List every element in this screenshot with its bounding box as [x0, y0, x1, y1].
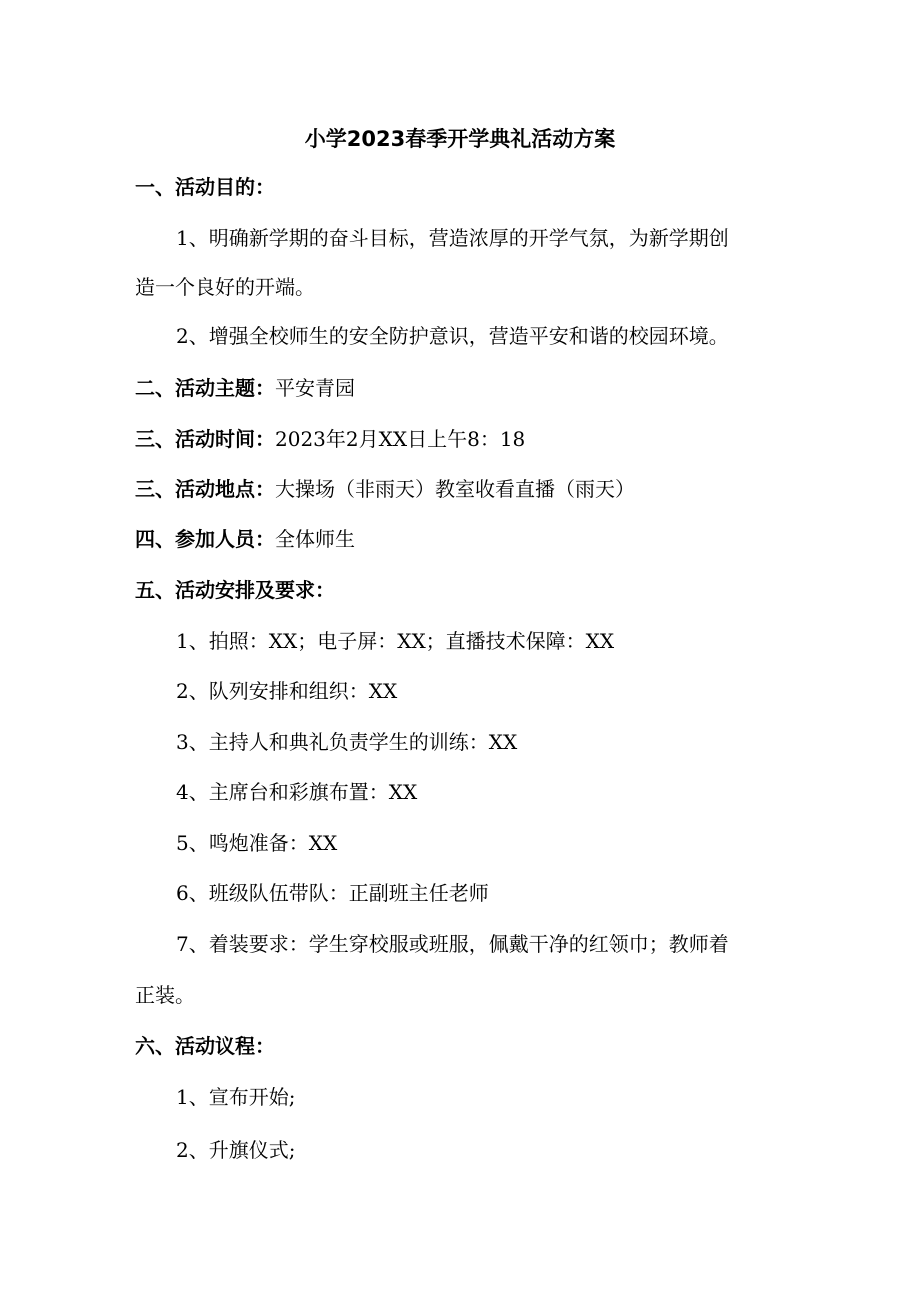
- purpose-item-2: 2、增强全校师生的安全防护意识，营造平安和谐的校园环境。: [176, 324, 729, 348]
- section-theme: [135, 373, 355, 403]
- agenda-item-2: 2、升旗仪式;: [176, 1138, 296, 1162]
- agenda-item-1: 1、宣布开始;: [176, 1085, 296, 1109]
- section-theme-value: 平安青园: [275, 376, 355, 400]
- section-participants-label: 四、参加人员：: [135, 527, 275, 551]
- section-participants-value: 全体师生: [275, 527, 355, 551]
- purpose-item-1-line-1: 1、明确新学期的奋斗目标，营造浓厚的开学气氛，为新学期创: [176, 226, 729, 250]
- arrangement-item-3: 3、主持人和典礼负责学生的训练：XX: [176, 730, 518, 754]
- section-theme-label: 二、活动主题：: [135, 376, 275, 400]
- purpose-item-1-line-2: 造一个良好的开端。: [135, 275, 315, 299]
- arrangement-item-1: 1、拍照：XX；电子屏：XX；直播技术保障：XX: [176, 629, 615, 653]
- arrangement-item-4: 4、主席台和彩旗布置：XX: [176, 780, 418, 804]
- section-heading-purpose: [135, 172, 275, 202]
- section-time: [135, 424, 525, 454]
- section-time-label: 三、活动时间：: [135, 427, 275, 451]
- section-agenda: [135, 1031, 275, 1061]
- section-arrangements: [135, 575, 335, 605]
- section-participants: [135, 524, 355, 554]
- arrangement-item-7-line-2: 正装。: [135, 983, 195, 1007]
- section-location: [135, 474, 635, 504]
- section-location-label: 三、活动地点：: [135, 477, 275, 501]
- section-location-value: 大操场（非雨天）教室收看直播（雨天）: [275, 477, 635, 501]
- arrangement-item-2: 2、队列安排和组织：XX: [176, 679, 398, 703]
- section-agenda-label: 六、活动议程：: [135, 1034, 275, 1058]
- arrangement-item-6: 6、班级队伍带队：正副班主任老师: [176, 881, 489, 905]
- section-time-value: 2023年2月XX日上午8：18: [275, 427, 526, 451]
- arrangement-item-5: 5、鸣炮准备：XX: [176, 831, 338, 855]
- arrangement-item-7-line-1: 7、着装要求：学生穿校服或班服，佩戴干净的红领巾；教师着: [176, 932, 729, 956]
- document-title: 小学2023春季开学典礼活动方案: [304, 127, 616, 151]
- section-arrangements-label: 五、活动安排及要求：: [135, 578, 335, 602]
- section-heading-label: 一、活动目的：: [135, 175, 275, 199]
